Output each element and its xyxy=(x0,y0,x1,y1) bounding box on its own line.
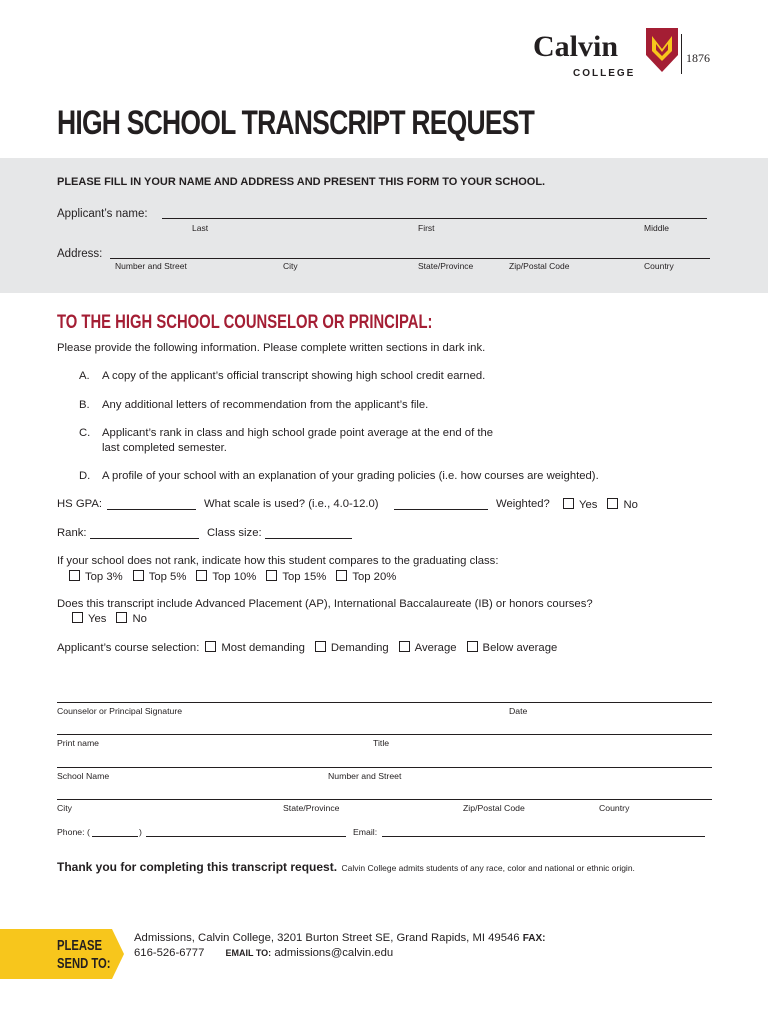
address-field[interactable] xyxy=(110,258,710,259)
counselor-intro: Please provide the following information. Please complete written sections in dark ink. xyxy=(57,342,486,354)
phone-label: Phone: ( xyxy=(57,827,90,837)
top15-checkbox[interactable] xyxy=(266,570,277,581)
weighted-yes-checkbox[interactable] xyxy=(563,498,574,509)
rank-option-top15[interactable]: Top 15% xyxy=(266,570,326,583)
rank-field[interactable] xyxy=(90,538,199,539)
item-text-c: Applicant’s rank in class and high school grade point average at the end of the xyxy=(102,427,494,439)
item-text-d: A profile of your school with an explanation of your grading policies (i.e. how courses are weighted). xyxy=(102,470,599,482)
rank-options xyxy=(69,570,406,583)
ap-yes-checkbox[interactable] xyxy=(72,612,83,623)
calvin-crest-icon xyxy=(645,27,679,73)
item-text-c-cont: last completed semester. xyxy=(102,442,227,454)
applicant-name-field[interactable] xyxy=(162,218,707,219)
ap-question: Does this transcript include Advanced Placement (AP), International Baccalaureate (IB) or honors courses? xyxy=(57,598,593,610)
school-city-label: City xyxy=(57,803,72,813)
item-letter-c: C. xyxy=(79,427,91,439)
course-option-most-demanding[interactable]: Most demanding xyxy=(205,641,305,654)
thanks-bold: Thank you for completing this transcript request. xyxy=(57,860,338,874)
item-letter-a: A. xyxy=(79,370,90,382)
weighted-yes-option[interactable]: Yes xyxy=(563,498,597,511)
school-city-line[interactable] xyxy=(57,799,712,800)
date-label: Date xyxy=(509,706,528,716)
demanding-checkbox[interactable] xyxy=(315,641,326,652)
print-name-line[interactable] xyxy=(57,734,712,735)
item-letter-b: B. xyxy=(79,399,90,411)
signature-label: Counselor or Principal Signature xyxy=(57,706,183,716)
weighted-label: Weighted? xyxy=(496,498,550,510)
signature-line[interactable] xyxy=(57,702,712,703)
print-name-label: Print name xyxy=(57,738,100,748)
course-selection-row xyxy=(57,641,567,654)
logo-year: 1876 xyxy=(686,51,710,65)
send-to-label-line2: SEND TO: xyxy=(57,955,111,972)
send-to-address: Admissions, Calvin College, 3201 Burton Street SE, Grand Rapids, MI 49546 xyxy=(134,932,520,944)
counselor-heading: TO THE HIGH SCHOOL COUNSELOR OR PRINCIPAL: xyxy=(57,312,433,333)
scale-label: What scale is used? (i.e., 4.0-12.0) xyxy=(204,498,379,510)
school-country-label: Country xyxy=(599,803,630,813)
ap-yes-option[interactable]: Yes xyxy=(72,612,106,625)
address-sublabel-street: Number and Street xyxy=(115,261,187,271)
logo-divider xyxy=(681,34,682,74)
class-size-field[interactable] xyxy=(265,538,352,539)
class-size-label: Class size: xyxy=(207,527,262,539)
address-sublabel-zip: Zip/Postal Code xyxy=(509,261,570,271)
address-sublabel-country: Country xyxy=(644,261,674,271)
applicant-name-label: Applicant’s name: xyxy=(57,208,148,220)
rank-option-top20[interactable]: Top 20% xyxy=(336,570,396,583)
school-state-label: State/Province xyxy=(283,803,340,813)
phone-number-field[interactable] xyxy=(146,836,346,837)
ap-no-option[interactable]: No xyxy=(116,612,146,625)
send-to-contact-line xyxy=(134,947,393,959)
gpa-field[interactable] xyxy=(107,509,196,510)
course-option-average[interactable]: Average xyxy=(399,641,457,654)
item-text-b: Any additional letters of recommendation from the applicant’s file. xyxy=(102,399,429,411)
ap-options xyxy=(72,612,157,625)
phone-area-code-field[interactable] xyxy=(92,836,138,837)
rank-label: Rank: xyxy=(57,527,87,539)
most-demanding-checkbox[interactable] xyxy=(205,641,216,652)
top5-checkbox[interactable] xyxy=(133,570,144,581)
address-label: Address: xyxy=(57,248,103,260)
phone-close-paren: ) xyxy=(139,827,142,837)
weighted-options xyxy=(563,498,648,511)
page-title: HIGH SCHOOL TRANSCRIPT REQUEST xyxy=(57,104,535,142)
address-sublabel-city: City xyxy=(283,261,298,271)
rank-option-top10[interactable]: Top 10% xyxy=(196,570,256,583)
title-label: Title xyxy=(373,738,390,748)
top3-checkbox[interactable] xyxy=(69,570,80,581)
no-rank-question: If your school does not rank, indicate how this student compares to the graduating class: xyxy=(57,555,499,567)
name-sublabel-first: First xyxy=(418,223,435,233)
fax-label: FAX: xyxy=(522,933,546,944)
course-option-below-average[interactable]: Below average xyxy=(467,641,558,654)
send-to-address-line xyxy=(134,932,545,944)
logo-wordmark: Calvin xyxy=(533,30,619,63)
school-street-label: Number and Street xyxy=(328,771,402,781)
scale-field[interactable] xyxy=(394,509,488,510)
fax-number: 616-526-6777 xyxy=(134,947,205,959)
school-name-label: School Name xyxy=(57,771,110,781)
applicant-instruction: PLEASE FILL IN YOUR NAME AND ADDRESS AND PRESENT THIS FORM TO YOUR SCHOOL. xyxy=(57,176,546,188)
below-average-checkbox[interactable] xyxy=(467,641,478,652)
course-option-demanding[interactable]: Demanding xyxy=(315,641,389,654)
weighted-no-option[interactable]: No xyxy=(607,498,637,511)
rank-option-top5[interactable]: Top 5% xyxy=(133,570,187,583)
address-sublabel-state: State/Province xyxy=(418,261,474,271)
logo-subtitle: COLLEGE xyxy=(573,68,636,79)
name-sublabel-middle: Middle xyxy=(644,223,670,233)
ap-no-checkbox[interactable] xyxy=(116,612,127,623)
gpa-label: HS GPA: xyxy=(57,498,102,510)
email-to-label: EMAIL TO: xyxy=(225,948,272,958)
name-sublabel-last: Last xyxy=(192,223,209,233)
item-letter-d: D. xyxy=(79,470,91,482)
item-text-a: A copy of the applicant’s official transcript showing high school credit earned. xyxy=(102,370,486,382)
thanks-small: Calvin College admits students of any race, color and national or ethnic origin. xyxy=(341,863,635,873)
thanks-line xyxy=(57,858,635,876)
course-selection-label: Applicant’s course selection: xyxy=(57,642,200,654)
email-field[interactable] xyxy=(382,836,705,837)
top10-checkbox[interactable] xyxy=(196,570,207,581)
school-zip-label: Zip/Postal Code xyxy=(463,803,525,813)
average-checkbox[interactable] xyxy=(399,641,410,652)
top20-checkbox[interactable] xyxy=(336,570,347,581)
school-name-line[interactable] xyxy=(57,767,712,768)
weighted-no-checkbox[interactable] xyxy=(607,498,618,509)
email-address-link[interactable]: admissions@calvin.edu xyxy=(274,947,394,959)
rank-option-top3[interactable]: Top 3% xyxy=(69,570,123,583)
send-to-label-line1: PLEASE xyxy=(57,937,103,954)
email-label: Email: xyxy=(353,827,378,837)
